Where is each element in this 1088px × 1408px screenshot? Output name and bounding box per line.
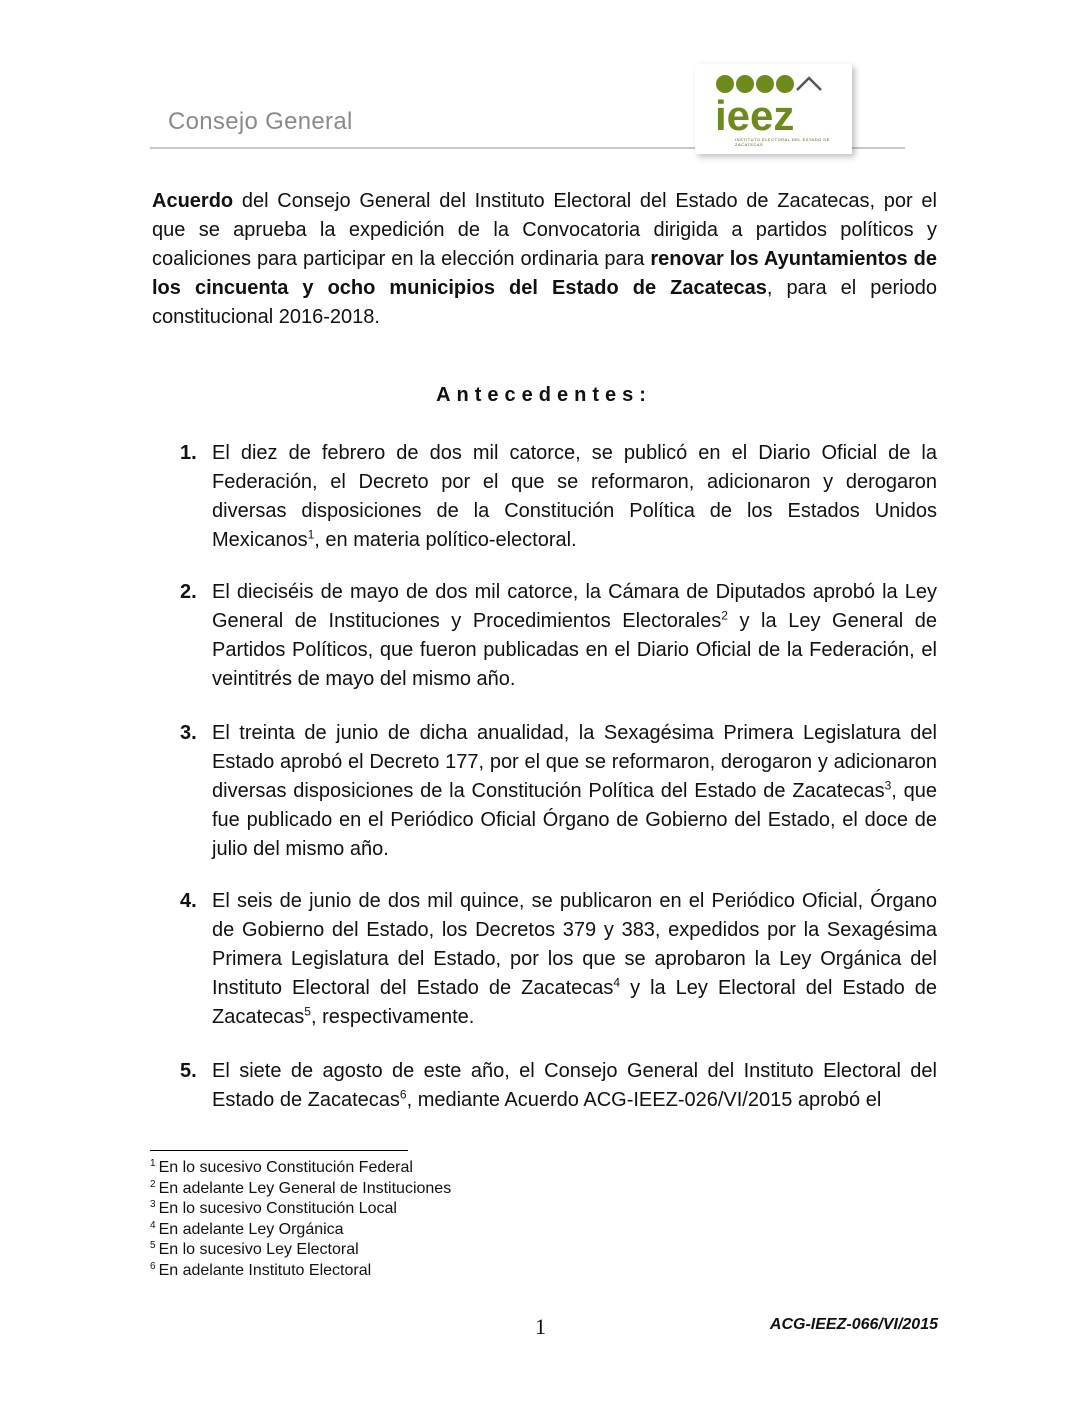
item-number: 5.: [180, 1060, 197, 1082]
item-text: El dieciséis de mayo de dos mil catorce, la Cámara de Diputados aprobó la Ley General de Instituciones y Procedimientos Electorales$^2$ y la Ley General de Partidos Políticos, que fueron publicadas en el Diario Oficial de la Federación, el veintitrés de mayo del mismo año.: [212, 581, 937, 690]
antecedent-item: [180, 578, 937, 694]
footnote: $^3$ En lo sucesivo Constitución Local: [150, 1199, 397, 1218]
intro-emphasis: renovar los Ayuntamientos de los cincuenta y ocho municipios del Estado de Zacatecas: [152, 248, 937, 299]
intro-text-1: del Consejo General del Instituto Electoral del Estado de Zacatecas, por el que se aprueba la expedición de la Convocatoria dirigida a partidos políticos y coaliciones para participar en la elección ordinaria para: [152, 190, 937, 270]
page-number: 1: [535, 1314, 546, 1339]
antecedent-item: [180, 1057, 937, 1115]
section-title: Antecedentes:: [436, 384, 652, 406]
footnote: $^5$ En lo sucesivo Ley Electoral: [150, 1240, 359, 1259]
footnote-ref: 6: [399, 1087, 407, 1102]
footnote: $^2$ En adelante Ley General de Instituciones: [150, 1178, 452, 1197]
item-number: 2.: [180, 581, 197, 603]
page-header: [150, 62, 905, 152]
footnote: $^4$ En adelante Ley Orgánica: [150, 1219, 344, 1238]
antecedent-item: [180, 719, 937, 864]
item-text: El treinta de junio de dicha anualidad, la Sexagésima Primera Legislatura del Estado aprobó el Decreto 177, por el que se reformaron, derogaron y adicionaron diversas disposiciones de la Constitución Política del Estado de Zacatecas$^3$, que fue publicado en el Periódico Oficial Órgano de Gobierno del Estado, el doce de julio del mismo año.: [212, 722, 937, 860]
document-code: ACG-IEEZ-066/VI/2015: [769, 1316, 938, 1333]
ieez-logo: [695, 64, 852, 154]
item-text: El diez de febrero de dos mil catorce, se publicó en el Diario Oficial de la Federación, el Decreto por el que se reformaron, adicionaron y derogaron diversas disposiciones de la Constitución Política de los Estados Unidos Mexicanos$^1$, en materia político-electoral.: [212, 442, 937, 551]
antecedent-item: [180, 439, 937, 555]
item-text: El siete de agosto de este año, el Consejo General del Instituto Electoral del Estado de Zacatecas$^6$, mediante Acuerdo ACG-IEEZ-026/VI/2015 aprobó el: [212, 1060, 937, 1111]
header-title: Consejo General: [168, 108, 353, 135]
ieez-logo-icon: [713, 72, 833, 136]
item-number: 1.: [180, 442, 197, 464]
item-number: 4.: [180, 890, 197, 912]
intro-text-2: , para el periodo constitucional 2016-2018.: [152, 277, 937, 328]
footnote-ref: 3: [884, 778, 892, 793]
item-number: 3.: [180, 722, 197, 744]
footnote-divider: [150, 1150, 408, 1151]
footnote-ref: 4: [613, 975, 621, 990]
footnote-ref: 1: [307, 527, 315, 542]
footnote-ref: 2: [721, 608, 728, 623]
footnote: $^1$ En lo sucesivo Constitución Federal: [150, 1158, 413, 1176]
logo-tagline: INSTITUTO ELECTORAL DEL ESTADO DE ZACATECAS: [735, 137, 830, 147]
footnote-ref: 5: [304, 1004, 311, 1019]
item-text: El seis de junio de dos mil quince, se publicaron en el Periódico Oficial, Órgano de Gobierno del Estado, los Decretos 379 y 383, expedidos por la Sexagésima Primera Legislatura del Estado, por los que se aprobaron la Ley Orgánica del Instituto Electoral del Estado de Zacatecas$^4$ y la Ley Electoral del Estado de Zacatecas$^5$, respectivamente.: [212, 890, 937, 1028]
footnotes: [150, 1158, 451, 1282]
footnote: $^6$ En adelante Instituto Electoral: [150, 1260, 372, 1279]
intro-lead: Acuerdo: [152, 190, 234, 212]
intro-paragraph: [152, 187, 937, 332]
logo-wordmark: ieez: [715, 92, 795, 136]
antecedent-item: [180, 887, 937, 1032]
